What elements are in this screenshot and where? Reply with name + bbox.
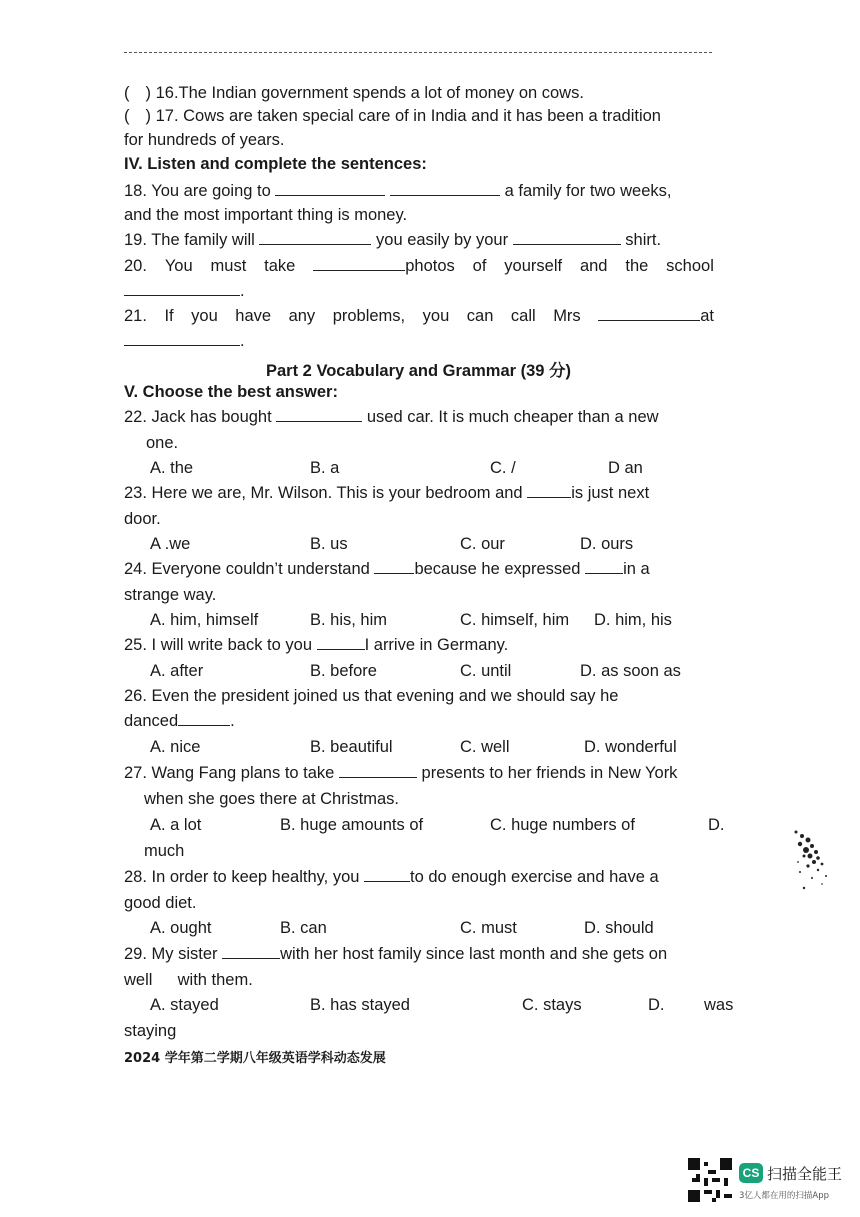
question-text: 23. Here we are, Mr. Wilson. This is your bedroom and	[124, 484, 523, 502]
question-text: 25. I will write back to you	[124, 636, 312, 654]
answer-blank[interactable]	[598, 308, 700, 321]
option-d[interactable]: D.	[708, 816, 725, 834]
exam-footer: 2024 学年第二学期八年级英语学科动态发展	[124, 1051, 386, 1066]
camscanner-logo-icon: CS	[739, 1163, 763, 1183]
period: .	[240, 282, 245, 300]
question-24	[124, 560, 650, 579]
answer-blank[interactable]	[275, 183, 385, 196]
answer-blank[interactable]	[313, 258, 405, 271]
option-b[interactable]: B. has stayed	[310, 996, 410, 1014]
option-d[interactable]: D an	[608, 459, 643, 477]
question-word: and	[579, 257, 608, 275]
part-2-title: Part 2 Vocabulary and Grammar (39 分)	[266, 362, 572, 380]
question-word: you	[422, 307, 450, 325]
answer-blank[interactable]	[513, 232, 621, 245]
question-text: used car. It is much cheaper than a new	[366, 408, 659, 426]
question-word: problems,	[332, 307, 406, 325]
question-18	[124, 182, 671, 201]
option-b[interactable]: B. before	[310, 662, 377, 680]
question-text: 18. You are going to	[124, 182, 271, 200]
period: .	[230, 712, 235, 730]
question-25	[124, 636, 508, 655]
option-a[interactable]: A. nice	[150, 738, 201, 756]
question-word: can	[466, 307, 494, 325]
answer-blank[interactable]	[339, 765, 417, 778]
question-26-cont	[124, 712, 235, 731]
question-18-cont: and the most important thing is money.	[124, 206, 408, 224]
question-word: Mrs	[553, 307, 581, 325]
question-text: because he expressed	[414, 560, 581, 578]
answer-paren-close: )	[145, 107, 151, 125]
option-d[interactable]: D. him, his	[594, 611, 672, 629]
question-word: have	[235, 307, 272, 325]
option-d[interactable]: D. as soon as	[580, 662, 681, 680]
camscanner-tagline: 3亿人都在用的扫描App	[739, 1191, 830, 1201]
question-text: in a	[623, 560, 650, 578]
answer-blank[interactable]	[259, 232, 371, 245]
question-text: 24. Everyone couldn’t understand	[124, 560, 370, 578]
scan-noise	[788, 826, 832, 900]
question-word: school	[666, 257, 714, 275]
question-17-cont: for hundreds of years.	[124, 131, 285, 149]
section-v-heading: V. Choose the best answer:	[124, 383, 338, 401]
option-d[interactable]: D. should	[584, 919, 654, 937]
question-word: you	[191, 307, 218, 325]
option-c[interactable]: C. must	[460, 919, 517, 937]
question-word: yourself	[504, 257, 563, 275]
question-text: 27. Wang Fang plans to take	[124, 764, 335, 782]
answer-paren: (	[124, 84, 130, 102]
question-text: well	[124, 971, 153, 989]
question-text: you easily by your	[376, 231, 509, 249]
answer-blank[interactable]	[374, 561, 414, 574]
option-a[interactable]: A. a lot	[150, 816, 202, 834]
camscanner-name: 扫描全能王	[767, 1165, 843, 1183]
question-29-cont	[124, 971, 253, 990]
option-d[interactable]: D. wonderful	[584, 738, 677, 756]
period: .	[240, 332, 245, 350]
option-a[interactable]: A. him, himself	[150, 611, 259, 629]
question-text: 29. My sister	[124, 945, 218, 963]
question-28-cont: good diet.	[124, 894, 197, 912]
option-b[interactable]: B. his, him	[310, 611, 388, 629]
qr-code-icon	[688, 1158, 732, 1202]
question-word: If	[164, 307, 174, 325]
question-text: is just next	[571, 484, 650, 502]
answer-blank[interactable]	[124, 283, 240, 296]
question-word: You	[164, 257, 193, 275]
option-a[interactable]: A. ought	[150, 919, 212, 937]
question-text: I arrive in Germany.	[364, 636, 509, 654]
option-c[interactable]: C. stays	[522, 996, 582, 1014]
question-word: photos	[405, 257, 455, 275]
top-rule	[124, 52, 712, 53]
question-word: at	[700, 307, 714, 325]
question-text: with her host family since last month and she gets on	[280, 945, 668, 963]
question-number: 20.	[124, 257, 147, 275]
question-16	[124, 84, 584, 103]
question-word: of	[472, 257, 487, 275]
question-word: must	[210, 257, 247, 275]
question-26: 26. Even the president joined us that evening and we should say he	[124, 687, 619, 705]
question-number: 21.	[124, 307, 147, 325]
answer-blank[interactable]	[364, 869, 410, 882]
option-a[interactable]: A. the	[150, 459, 194, 477]
question-21-blank-line	[124, 332, 245, 351]
question-text: a family for two weeks,	[504, 182, 672, 200]
question-word: the	[625, 257, 649, 275]
question-22-cont: one.	[146, 434, 179, 452]
question-29	[124, 945, 667, 964]
answer-paren: (	[124, 107, 130, 125]
question-text: 22. Jack has bought	[124, 408, 272, 426]
option-c[interactable]: C. himself, him	[460, 611, 570, 629]
option-d-cont[interactable]: staying	[124, 1022, 177, 1040]
question-17	[124, 107, 661, 126]
question-text: presents to her friends in New York	[421, 764, 678, 782]
answer-blank[interactable]	[527, 485, 571, 498]
option-d[interactable]: D. ours	[580, 535, 634, 553]
option-b[interactable]: B. us	[310, 535, 348, 553]
answer-blank[interactable]	[178, 713, 230, 726]
question-20	[124, 257, 714, 276]
question-text: danced	[124, 712, 179, 730]
question-text: with them.	[177, 971, 253, 989]
answer-blank[interactable]	[222, 946, 280, 959]
option-b[interactable]: B. beautiful	[310, 738, 393, 756]
question-text: 16.The Indian government spends a lot of money on cows.	[155, 84, 584, 102]
question-word: call	[510, 307, 536, 325]
option-c[interactable]: C. until	[460, 662, 512, 680]
question-21	[124, 307, 714, 326]
question-text: 19. The family will	[124, 231, 255, 249]
question-23-cont: door.	[124, 510, 161, 528]
question-27	[124, 764, 677, 783]
option-a[interactable]: A. after	[150, 662, 204, 680]
answer-blank[interactable]	[276, 409, 362, 422]
section-iv-heading: IV. Listen and complete the sentences:	[124, 155, 427, 173]
option-c[interactable]: C. huge numbers of	[490, 816, 635, 834]
question-22	[124, 408, 659, 427]
question-24-cont: strange way.	[124, 586, 217, 604]
question-19	[124, 231, 661, 250]
option-d-cont[interactable]: much	[144, 842, 185, 860]
answer-blank[interactable]	[317, 637, 365, 650]
answer-blank[interactable]	[124, 333, 240, 346]
option-c[interactable]: C. our	[460, 535, 505, 553]
option-c[interactable]: C. well	[460, 738, 510, 756]
option-b[interactable]: B. can	[280, 919, 327, 937]
option-a[interactable]: A. stayed	[150, 996, 219, 1014]
option-a[interactable]: A .we	[150, 535, 191, 553]
question-23	[124, 484, 649, 503]
question-text: to do enough exercise and have a	[410, 868, 659, 886]
option-b[interactable]: B. huge amounts of	[280, 816, 424, 834]
question-27-cont: when she goes there at Christmas.	[144, 790, 399, 808]
question-20-blank-line	[124, 282, 245, 301]
answer-blank[interactable]	[390, 183, 500, 196]
question-text: 17. Cows are taken special care of in India and it has been a tradition	[155, 107, 661, 125]
question-word: take	[264, 257, 296, 275]
answer-blank[interactable]	[585, 561, 623, 574]
option-b[interactable]: B. a	[310, 459, 340, 477]
question-text: 28. In order to keep healthy, you	[124, 868, 360, 886]
option-d-word[interactable]: was	[704, 996, 734, 1014]
answer-paren-close: )	[145, 84, 151, 102]
option-c[interactable]: C. /	[490, 459, 516, 477]
option-d[interactable]: D.	[648, 996, 665, 1014]
question-word: any	[288, 307, 316, 325]
question-28	[124, 868, 659, 887]
question-text: shirt.	[625, 231, 662, 249]
